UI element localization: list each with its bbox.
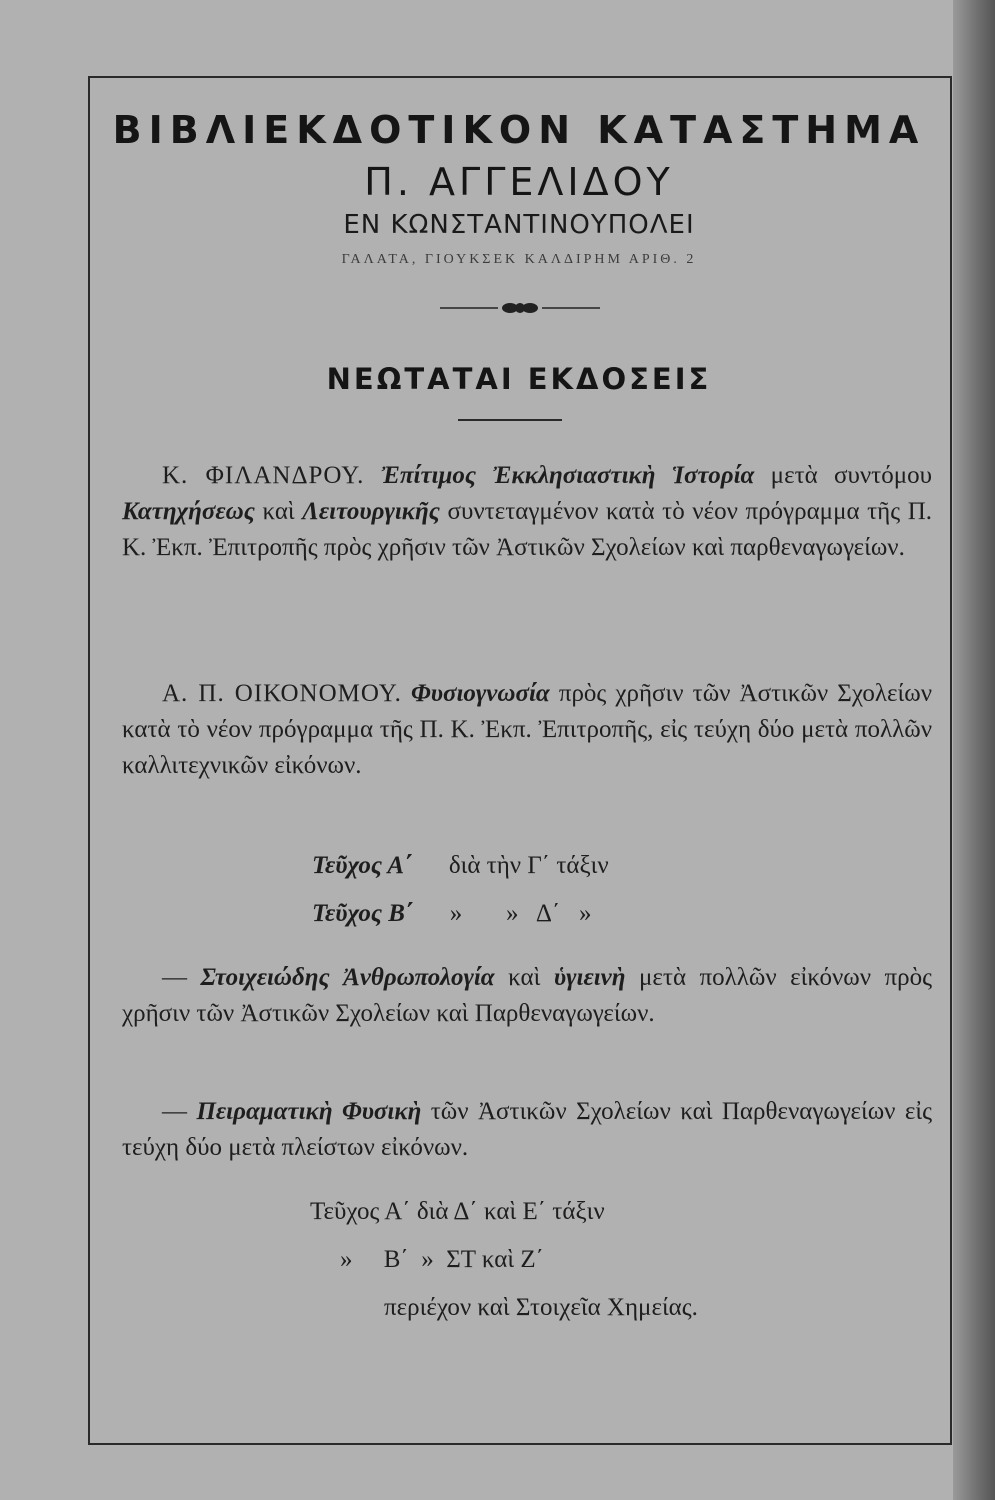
ornament-divider-icon (440, 298, 600, 318)
volume-label: Τεῦχος Β΄ (312, 900, 414, 927)
entry-dash: — (162, 964, 187, 991)
entry-title: Λειτουργικῆς (302, 498, 440, 525)
entry-anthropology (122, 960, 932, 1032)
volume-line: Τεῦχος Α΄ διὰ Δ΄ καὶ Ε΄ τάξιν (310, 1198, 605, 1225)
entry-title: Φυσιογνωσία (411, 680, 550, 707)
entry-title: Ἐπίτιμος Ἐκκλησιαστικὴ Ἱστορία (380, 462, 755, 489)
entry-text: καὶ (262, 498, 295, 525)
entry-title: Κατηχήσεως (122, 498, 255, 525)
entry-natural-science (122, 676, 932, 784)
entry-title: ὑγιεινὴ (553, 964, 626, 991)
publisher-city: ΕΝ ΚΩΝΣΤΑΝΤΙΝΟΥΠΟΛΕΙ (343, 210, 695, 240)
volume-line: » Β΄ » ΣΤ καὶ Ζ΄ (340, 1246, 544, 1273)
entry-physics (122, 1094, 932, 1166)
section-title: ΝΕΩΤΑΤΑΙ ΕΚΔΟΣΕΙΣ (326, 362, 712, 396)
entry-dash: — (162, 1098, 187, 1125)
volume-text: » » Δ΄ » (449, 900, 592, 927)
entry-church-history (122, 458, 932, 566)
volume-note: περιέχον καὶ Στοιχεῖα Χημείας. (384, 1294, 698, 1321)
entry-text: καὶ (508, 964, 541, 991)
book-spine (953, 0, 995, 1500)
volume-text: διὰ τὴν Γ΄ τάξιν (448, 852, 609, 879)
entry-text: συντεταγμένον κατὰ τὸ νέον πρόγραμμα τῆς Π. Κ. Ἐκπ. Ἐπιτροπῆς πρὸς χρῆσιν τῶν Ἀστικῶν Σχολείων καὶ παρθεναγωγείων. (122, 498, 933, 561)
entry-text: τῶν Ἀστικῶν Σχολείων καὶ Παρθεναγωγείων εἰς τεύχη δύο μετὰ πλείστων εἰκόνων. (122, 1098, 933, 1161)
volume-line (312, 900, 592, 928)
entry-title: Πειραματικὴ Φυσικὴ (196, 1098, 422, 1125)
publisher-name: Π. ΑΓΓΕΛΙΔΟΥ (364, 160, 674, 204)
entry-author: Κ. ΦΙΛΑΝΔΡΟΥ. (162, 462, 365, 489)
volume-line (312, 852, 609, 880)
entry-title: Στοιχειώδης Ἀνθρωπολογία (200, 964, 495, 991)
title-underline (458, 419, 562, 421)
publisher-address: ΓΑΛΑΤΑ, ΓΙΟΥΚΣΕΚ ΚΑΛΔΙΡΗΜ ΑΡΙΘ. 2 (341, 252, 697, 267)
bookshop-name: ΒΙΒΛΙΕΚΔΟΤΙΚΟΝ ΚΑΤΑΣΤΗΜΑ (112, 108, 926, 152)
volume-label: Τεῦχος Α΄ (312, 852, 413, 879)
entry-author: Α. Π. ΟΙΚΟΝΟΜΟΥ. (162, 680, 402, 707)
entry-text: μετὰ συντόμου (770, 462, 933, 489)
entry-text: πρὸς χρῆσιν τῶν Ἀστικῶν Σχολείων κατὰ τὸ νέον πρόγραμμα τῆς Π. Κ. Ἐκπ. Ἐπιτροπῆς, εἰς τεύχη δύο μετὰ πολλῶν καλλιτεχνικῶν εἰκόνων. (122, 680, 932, 779)
entry-text: μετὰ πολλῶν εἰκόνων πρὸς χρῆσιν τῶν Ἀστικῶν Σχολείων καὶ Παρθεναγωγείων. (122, 964, 933, 1027)
